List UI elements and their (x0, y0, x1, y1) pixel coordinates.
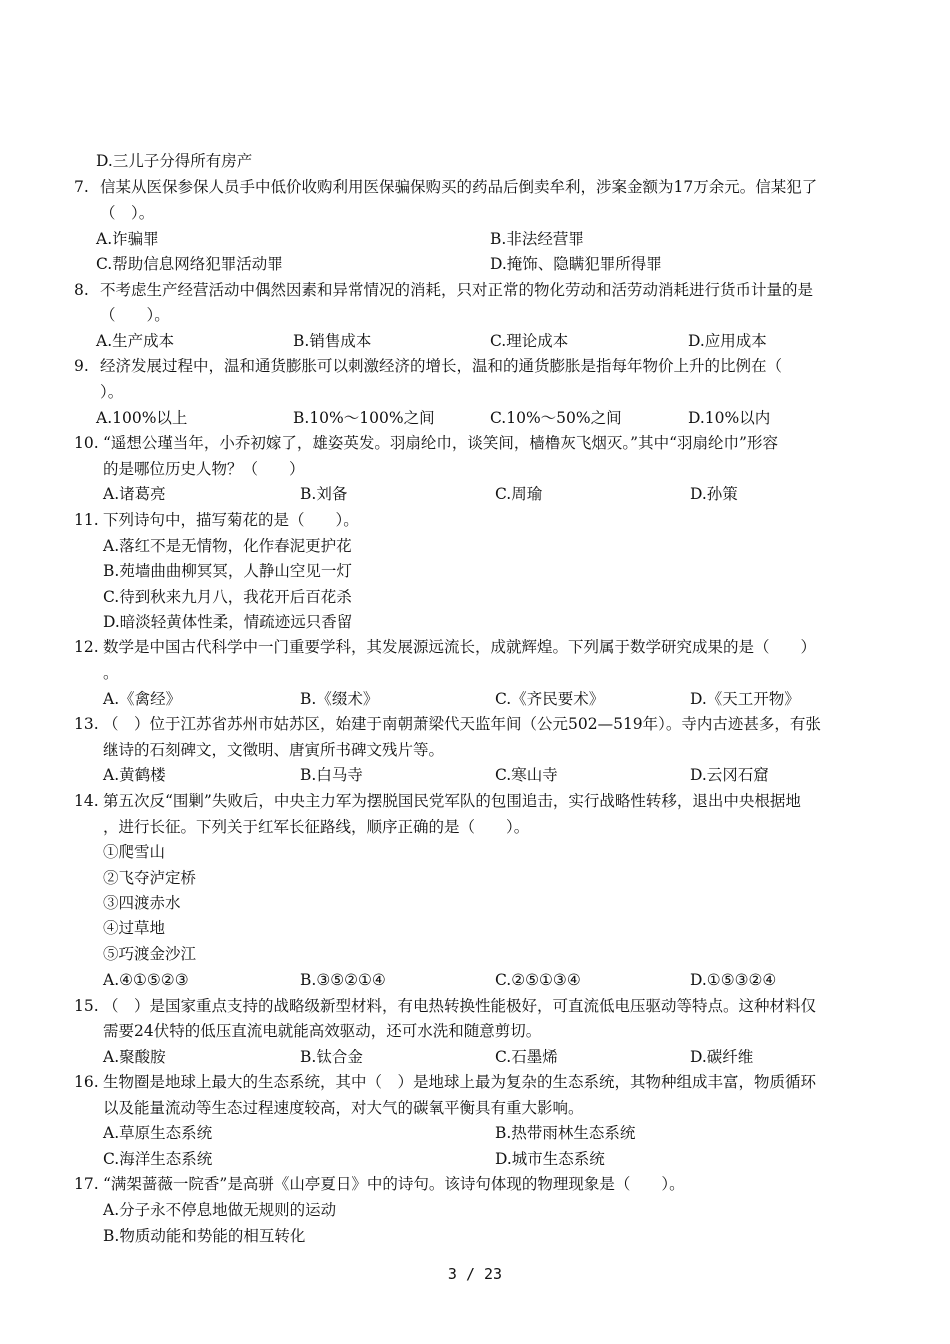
q9-stem-line2: ）。 (100, 383, 124, 401)
q11-stem: 下列诗句中，描写菊花的是（ ）。 (103, 511, 359, 529)
q12-option-b: B.《缀术》 (300, 690, 379, 708)
q14-option-d: D.①⑤③②④ (690, 971, 777, 989)
q17-option-b: B.物质动能和势能的相互转化 (103, 1227, 306, 1245)
q8-option-c: C.理论成本 (490, 332, 569, 350)
q14-option-c: C.②⑤①③④ (495, 971, 581, 989)
q11-option-d: D.暗淡轻黄体性柔，情疏迹远只香留 (103, 613, 353, 631)
q12-option-d: D.《天工开物》 (690, 690, 800, 708)
q16-option-c: C.海洋生态系统 (103, 1150, 213, 1168)
q8-stem-line2: （ ）。 (100, 306, 170, 324)
q9-option-a: A.100%以上 (96, 409, 188, 427)
q14-stem-line2: ，进行长征。下列关于红军长征路线，顺序正确的是（ ）。 (103, 818, 530, 836)
q14-item-1: ①爬雪山 (103, 843, 166, 861)
q10-option-b: B.刘备 (300, 485, 348, 503)
q13-option-c: C.寒山寺 (495, 766, 558, 784)
q17-option-a: A.分子永不停息地做无规则的运动 (103, 1201, 337, 1219)
page-number: 3 / 23 (447, 1265, 503, 1283)
q16-option-b: B.热带雨林生态系统 (495, 1124, 636, 1142)
q11-option-a: A.落红不是无情物，化作春泥更护花 (103, 537, 352, 555)
q16-option-d: D.城市生态系统 (495, 1150, 605, 1168)
q14-item-2: ②飞夺泸定桥 (103, 869, 197, 887)
q10-stem-line1: “遥想公瑾当年，小乔初嫁了，雄姿英发。羽扇纶巾，谈笑间，樯橹灰飞烟灭。”其中“羽扇纶巾”形容 (103, 434, 778, 452)
q13-stem-line2: 继诗的石刻碑文，文徵明、唐寅所书碑文残片等。 (103, 741, 445, 759)
q13-option-a: A.黄鹤楼 (103, 766, 166, 784)
q16-option-a: A.草原生态系统 (103, 1124, 213, 1142)
q9-option-c: C.10%～50%之间 (490, 409, 622, 427)
q15-option-b: B.钛合金 (300, 1048, 363, 1066)
q14-item-3: ③四渡赤水 (103, 894, 181, 912)
q15-option-d: D.碳纤维 (690, 1048, 754, 1066)
q10-stem-line2: 的是哪位历史人物？（ ） (103, 460, 305, 478)
q7-stem-line2: （ ）。 (100, 204, 155, 222)
q7-option-a: A.诈骗罪 (96, 230, 159, 248)
q15-option-a: A.聚酸胺 (103, 1048, 166, 1066)
q11-option-b: B.苑墙曲曲柳冥冥，人静山空见一灯 (103, 562, 352, 580)
q9-stem-line1: 经济发展过程中，温和通货膨胀可以刺激经济的增长，温和的通货膨胀是指每年物价上升的比例在（ (100, 357, 783, 375)
q11-option-c: C.待到秋来九月八，我花开后百花杀 (103, 588, 352, 606)
q14-number: 14. (74, 792, 99, 810)
q14-option-a: A.④①⑤②③ (103, 971, 189, 989)
q8-stem-line1: 不考虑生产经营活动中偶然因素和异常情况的消耗，只对正常的物化劳动和活劳动消耗进行货币计量的是 (100, 281, 814, 299)
q10-option-c: C.周瑜 (495, 485, 543, 503)
q12-number: 12. (74, 638, 99, 656)
q11-number: 11. (74, 511, 99, 529)
q16-number: 16. (74, 1073, 99, 1091)
q8-option-b: B.销售成本 (293, 332, 372, 350)
q13-option-d: D.云冈石窟 (690, 766, 769, 784)
q8-option-d: D.应用成本 (688, 332, 767, 350)
q8-number: 8. (74, 281, 89, 299)
q16-stem-line2: 以及能量流动等生态过程速度较高，对大气的碳氧平衡具有重大影响。 (103, 1099, 584, 1117)
q14-option-b: B.③⑤②①④ (300, 971, 386, 989)
q14-item-5: ⑤巧渡金沙江 (103, 945, 197, 963)
q13-option-b: B.白马寺 (300, 766, 363, 784)
q15-number: 15. (74, 997, 99, 1015)
q14-item-4: ④过草地 (103, 919, 166, 937)
q9-number: 9. (74, 357, 89, 375)
q17-stem: “满架蔷薇一院香”是高骈《山亭夏日》中的诗句。该诗句体现的物理现象是（ ）。 (103, 1175, 685, 1193)
q15-stem-line1: （ ）是国家重点支持的战略级新型材料，有电热转换性能极好，可直流低电压驱动等特点。这种材料仅 (103, 997, 817, 1015)
q10-option-a: A.诸葛亮 (103, 485, 166, 503)
q7-stem-line1: 信某从医保参保人员手中低价收购利用医保骗保购买的药品后倒卖牟利，涉案金额为17万余元。信某犯了 (100, 178, 818, 196)
q7-option-c: C.帮助信息网络犯罪活动罪 (96, 255, 283, 273)
q9-option-b: B.10%～100%之间 (293, 409, 435, 427)
q7-option-d: D.掩饰、隐瞒犯罪所得罪 (490, 255, 662, 273)
q15-stem-line2: 需要24伏特的低压直流电就能高效驱动，还可水洗和随意剪切。 (103, 1022, 542, 1040)
q12-option-c: C.《齐民要术》 (495, 690, 605, 708)
q10-option-d: D.孙策 (690, 485, 738, 503)
q10-number: 10. (74, 434, 99, 452)
q12-option-a: A.《禽经》 (103, 690, 182, 708)
q7-option-b: B.非法经营罪 (490, 230, 584, 248)
q8-option-a: A.生产成本 (96, 332, 175, 350)
q16-stem-line1: 生物圈是地球上最大的生态系统，其中（ ）是地球上最为复杂的生态系统，其物种组成丰富，物质循环 (103, 1073, 817, 1091)
q9-option-d: D.10%以内 (688, 409, 771, 427)
q15-option-c: C.石墨烯 (495, 1048, 558, 1066)
q13-stem-line1: （ ）位于江苏省苏州市姑苏区，始建于南朝萧梁代天监年间（公元502—519年）。寺内古迹甚多，有张 (103, 715, 821, 733)
q14-stem-line1: 第五次反“围剿”失败后，中央主力军为摆脱国民党军队的包围追击，实行战略性转移，退出中央根据地 (103, 792, 801, 810)
q6-option-d: D.三儿子分得所有房产 (96, 152, 253, 170)
q7-number: 7. (74, 178, 89, 196)
q13-number: 13. (74, 715, 99, 733)
q12-stem-line2: 。 (103, 664, 119, 682)
q12-stem-line1: 数学是中国古代科学中一门重要学科，其发展源远流长，成就辉煌。下列属于数学研究成果的是（ ） (103, 638, 817, 656)
q17-number: 17. (74, 1175, 99, 1193)
